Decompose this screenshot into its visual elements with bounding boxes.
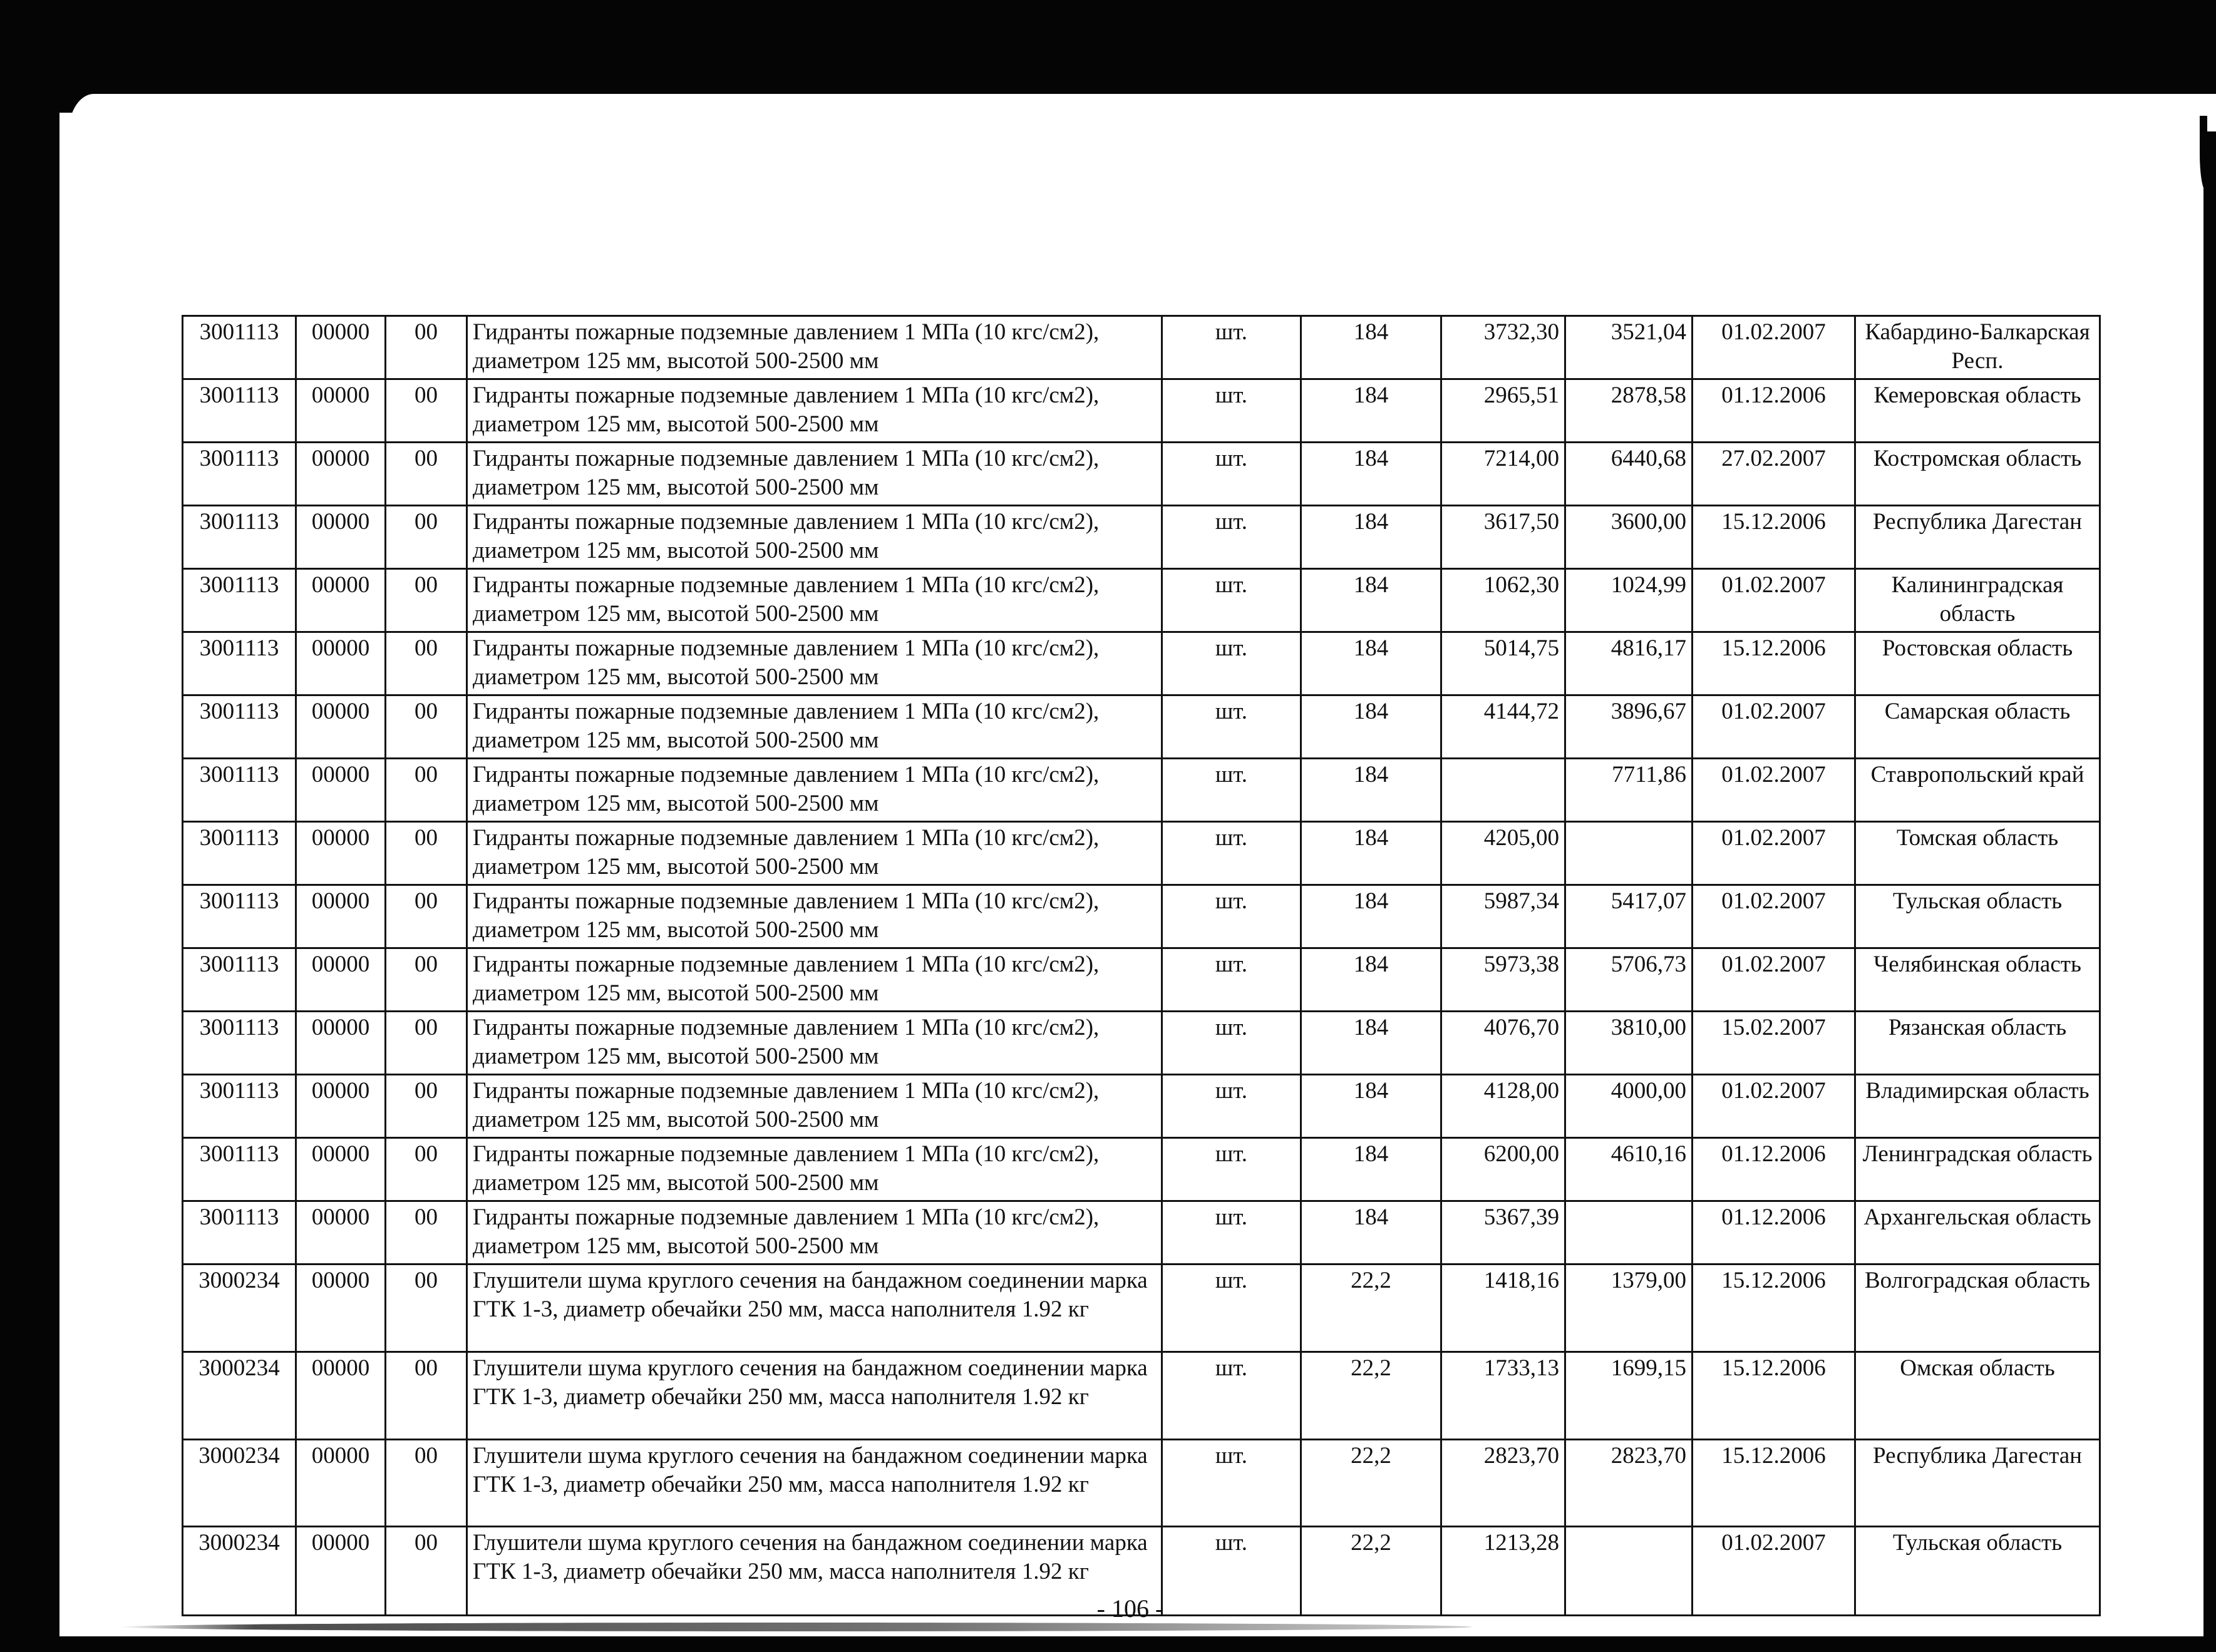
cell-subcode-2: 00 [386,1138,467,1201]
cell-region: Республика Дагестан [1855,506,2100,569]
cell-quantity: 184 [1301,1075,1441,1138]
cell-code: 3001113 [183,1201,296,1265]
cell-subcode: 00000 [296,1075,386,1138]
cell-code: 3001113 [183,632,296,695]
cell-code: 3001113 [183,695,296,759]
cell-subcode: 00000 [296,822,386,885]
cell-quantity: 22,2 [1301,1265,1441,1352]
cell-code: 3001113 [183,822,296,885]
cell-price-2: 2878,58 [1565,379,1693,443]
cell-subcode: 00000 [296,632,386,695]
cell-description: Гидранты пожарные подземные давлением 1 МПа (10 кгс/см2), диаметром 125 мм, высотой 500-2500 мм [467,885,1162,948]
cell-quantity: 184 [1301,759,1441,822]
cell-subcode-2: 00 [386,1201,467,1265]
cell-unit: шт. [1162,822,1301,885]
cell-description: Гидранты пожарные подземные давлением 1 МПа (10 кгс/см2), диаметром 125 мм, высотой 500-2500 мм [467,506,1162,569]
cell-code: 3001113 [183,759,296,822]
cell-subcode: 00000 [296,885,386,948]
page-left-edge [59,125,85,1621]
cell-subcode-2: 00 [386,885,467,948]
cell-subcode: 00000 [296,569,386,632]
cell-unit: шт. [1162,379,1301,443]
cell-description: Глушители шума круглого сечения на бандажном соединении марка ГТК 1-3, диаметр обечайки 250 мм, масса наполнителя 1.92 кг [467,1265,1162,1352]
cell-date: 01.02.2007 [1693,1527,1855,1616]
table-row [183,822,2100,885]
cell-subcode-2: 00 [386,1265,467,1352]
cell-subcode-2: 00 [386,822,467,885]
table-row [183,1012,2100,1075]
cell-price-1: 1418,16 [1441,1265,1565,1352]
table-body [183,316,2100,1616]
cell-description: Гидранты пожарные подземные давлением 1 МПа (10 кгс/см2), диаметром 125 мм, высотой 500-2500 мм [467,569,1162,632]
cell-date: 01.02.2007 [1693,948,1855,1012]
cell-date: 01.02.2007 [1693,1075,1855,1138]
cell-code: 3000234 [183,1265,296,1352]
cell-subcode: 00000 [296,1527,386,1616]
cell-quantity: 184 [1301,506,1441,569]
cell-price-1: 1213,28 [1441,1527,1565,1616]
cell-price-1: 4076,70 [1441,1012,1565,1075]
table-row [183,379,2100,443]
cell-subcode: 00000 [296,948,386,1012]
cell-price-2: 5417,07 [1565,885,1693,948]
cell-quantity: 184 [1301,1201,1441,1265]
cell-description: Гидранты пожарные подземные давлением 1 МПа (10 кгс/см2), диаметром 125 мм, высотой 500-2500 мм [467,316,1162,379]
cell-unit: шт. [1162,1527,1301,1616]
cell-price-1: 4128,00 [1441,1075,1565,1138]
cell-price-1: 3617,50 [1441,506,1565,569]
table-row [183,632,2100,695]
cell-region: Ставропольский край [1855,759,2100,822]
cell-region: Тульская область [1855,1527,2100,1616]
cell-code: 3001113 [183,1075,296,1138]
cell-quantity: 184 [1301,885,1441,948]
cell-unit: шт. [1162,1352,1301,1440]
cell-quantity: 184 [1301,632,1441,695]
cell-price-2: 5706,73 [1565,948,1693,1012]
cell-quantity: 184 [1301,379,1441,443]
table-row [183,1440,2100,1527]
cell-description: Глушители шума круглого сечения на бандажном соединении марка ГТК 1-3, диаметр обечайки 250 мм, масса наполнителя 1.92 кг [467,1527,1162,1616]
cell-date: 01.12.2006 [1693,1138,1855,1201]
cell-region: Калининградская область [1855,569,2100,632]
scan-shadow-bottom [0,1636,2216,1652]
cell-description: Гидранты пожарные подземные давлением 1 МПа (10 кгс/см2), диаметром 125 мм, высотой 500-2500 мм [467,1138,1162,1201]
cell-subcode: 00000 [296,1012,386,1075]
cell-region: Томская область [1855,822,2100,885]
cell-code: 3001113 [183,316,296,379]
cell-price-1: 4205,00 [1441,822,1565,885]
cell-price-1: 3732,30 [1441,316,1565,379]
page-number: - 106 - [1096,1594,1164,1623]
cell-region: Архангельская область [1855,1201,2100,1265]
cell-subcode-2: 00 [386,1075,467,1138]
cell-code: 3001113 [183,443,296,506]
cell-price-1: 6200,00 [1441,1138,1565,1201]
cell-description: Гидранты пожарные подземные давлением 1 МПа (10 кгс/см2), диаметром 125 мм, высотой 500-2500 мм [467,443,1162,506]
table-row [183,316,2100,379]
cell-subcode-2: 00 [386,759,467,822]
cell-price-2: 6440,68 [1565,443,1693,506]
table-row [183,1201,2100,1265]
cell-region: Владимирская область [1855,1075,2100,1138]
cell-code: 3001113 [183,1012,296,1075]
cell-unit: шт. [1162,1075,1301,1138]
cell-subcode: 00000 [296,1201,386,1265]
cell-date: 27.02.2007 [1693,443,1855,506]
cell-subcode: 00000 [296,695,386,759]
table-row [183,1265,2100,1352]
table-row [183,1138,2100,1201]
cell-region: Волгоградская область [1855,1265,2100,1352]
cell-description: Гидранты пожарные подземные давлением 1 МПа (10 кгс/см2), диаметром 125 мм, высотой 500-2500 мм [467,1012,1162,1075]
cell-quantity: 22,2 [1301,1352,1441,1440]
cell-price-2: 1379,00 [1565,1265,1693,1352]
cell-subcode: 00000 [296,1440,386,1527]
cell-price-2: 3896,67 [1565,695,1693,759]
cell-price-1 [1441,759,1565,822]
cell-code: 3001113 [183,569,296,632]
cell-code: 3001113 [183,885,296,948]
cell-price-1: 5987,34 [1441,885,1565,948]
cell-price-1: 5973,38 [1441,948,1565,1012]
cell-price-2: 4816,17 [1565,632,1693,695]
scan-smudge [119,1623,1471,1631]
table-row [183,695,2100,759]
cell-price-2: 3521,04 [1565,316,1693,379]
table-row [183,759,2100,822]
cell-code: 3001113 [183,379,296,443]
page-top-edge [69,94,2216,131]
cell-unit: шт. [1162,948,1301,1012]
cell-region: Омская область [1855,1352,2100,1440]
cell-price-2: 1699,15 [1565,1352,1693,1440]
cell-unit: шт. [1162,316,1301,379]
cell-unit: шт. [1162,632,1301,695]
cell-description: Гидранты пожарные подземные давлением 1 МПа (10 кгс/см2), диаметром 125 мм, высотой 500-2500 мм [467,822,1162,885]
cell-region: Костромская область [1855,443,2100,506]
cell-quantity: 184 [1301,569,1441,632]
cell-price-1: 2823,70 [1441,1440,1565,1527]
page-right-curl [2200,116,2207,191]
cell-date: 01.02.2007 [1693,822,1855,885]
cell-subcode: 00000 [296,1265,386,1352]
table-row [183,948,2100,1012]
cell-date: 15.12.2006 [1693,506,1855,569]
cell-region: Рязанская область [1855,1012,2100,1075]
cell-description: Глушители шума круглого сечения на бандажном соединении марка ГТК 1-3, диаметр обечайки 250 мм, масса наполнителя 1.92 кг [467,1440,1162,1527]
table-row [183,885,2100,948]
scan-shadow-right [2203,106,2216,1652]
cell-price-1: 1733,13 [1441,1352,1565,1440]
cell-description: Гидранты пожарные подземные давлением 1 МПа (10 кгс/см2), диаметром 125 мм, высотой 500-2500 мм [467,695,1162,759]
cell-date: 15.02.2007 [1693,1012,1855,1075]
cell-subcode: 00000 [296,443,386,506]
cell-subcode: 00000 [296,316,386,379]
cell-subcode-2: 00 [386,1440,467,1527]
cell-subcode: 00000 [296,1138,386,1201]
cell-unit: шт. [1162,1201,1301,1265]
cell-price-2: 3600,00 [1565,506,1693,569]
cell-price-2: 3810,00 [1565,1012,1693,1075]
cell-unit: шт. [1162,1012,1301,1075]
cell-subcode-2: 00 [386,1352,467,1440]
cell-date: 01.12.2006 [1693,379,1855,443]
cell-unit: шт. [1162,506,1301,569]
cell-price-2: 1024,99 [1565,569,1693,632]
cell-price-2 [1565,1201,1693,1265]
table-row [183,1352,2100,1440]
cell-code: 3000234 [183,1527,296,1616]
cell-description: Гидранты пожарные подземные давлением 1 МПа (10 кгс/см2), диаметром 125 мм, высотой 500-2500 мм [467,1075,1162,1138]
cell-price-1: 4144,72 [1441,695,1565,759]
cell-quantity: 184 [1301,695,1441,759]
cell-date: 01.02.2007 [1693,759,1855,822]
cell-unit: шт. [1162,1265,1301,1352]
cell-quantity: 184 [1301,316,1441,379]
cell-code: 3001113 [183,506,296,569]
cell-subcode-2: 00 [386,948,467,1012]
cell-subcode-2: 00 [386,379,467,443]
cell-code: 3000234 [183,1440,296,1527]
table-row [183,443,2100,506]
cell-description: Гидранты пожарные подземные давлением 1 МПа (10 кгс/см2), диаметром 125 мм, высотой 500-2500 мм [467,948,1162,1012]
cell-subcode-2: 00 [386,695,467,759]
cell-quantity: 184 [1301,1138,1441,1201]
cell-price-2 [1565,822,1693,885]
cell-subcode: 00000 [296,379,386,443]
cell-price-1: 7214,00 [1441,443,1565,506]
cell-date: 15.12.2006 [1693,1440,1855,1527]
cell-quantity: 184 [1301,1012,1441,1075]
cell-description: Гидранты пожарные подземные давлением 1 МПа (10 кгс/см2), диаметром 125 мм, высотой 500-2500 мм [467,759,1162,822]
cell-price-2: 2823,70 [1565,1440,1693,1527]
cell-description: Гидранты пожарные подземные давлением 1 МПа (10 кгс/см2), диаметром 125 мм, высотой 500-2500 мм [467,632,1162,695]
cell-price-2 [1565,1527,1693,1616]
cell-price-1: 5014,75 [1441,632,1565,695]
cell-subcode-2: 00 [386,443,467,506]
cell-price-1: 5367,39 [1441,1201,1565,1265]
cell-subcode-2: 00 [386,1012,467,1075]
cell-region: Кемеровская область [1855,379,2100,443]
table-row [183,1075,2100,1138]
cell-date: 01.02.2007 [1693,885,1855,948]
cell-subcode-2: 00 [386,316,467,379]
cell-quantity: 184 [1301,443,1441,506]
table-row [183,506,2100,569]
cell-price-1: 2965,51 [1441,379,1565,443]
cell-date: 15.12.2006 [1693,632,1855,695]
cell-subcode-2: 00 [386,569,467,632]
cell-unit: шт. [1162,695,1301,759]
cell-quantity: 22,2 [1301,1527,1441,1616]
cell-price-1: 1062,30 [1441,569,1565,632]
cell-date: 01.02.2007 [1693,695,1855,759]
cell-region: Республика Дагестан [1855,1440,2100,1527]
cell-date: 01.02.2007 [1693,569,1855,632]
cell-region: Челябинская область [1855,948,2100,1012]
cell-code: 3000234 [183,1352,296,1440]
table-row [183,569,2100,632]
cell-code: 3001113 [183,948,296,1012]
cell-subcode-2: 00 [386,1527,467,1616]
cell-description: Гидранты пожарные подземные давлением 1 МПа (10 кгс/см2), диаметром 125 мм, высотой 500-2500 мм [467,379,1162,443]
cell-unit: шт. [1162,443,1301,506]
cell-region: Кабардино-Балкарская Респ. [1855,316,2100,379]
cell-region: Ростовская область [1855,632,2100,695]
cell-quantity: 22,2 [1301,1440,1441,1527]
cell-unit: шт. [1162,569,1301,632]
cell-description: Гидранты пожарные подземные давлением 1 МПа (10 кгс/см2), диаметром 125 мм, высотой 500-2500 мм [467,1201,1162,1265]
cell-subcode-2: 00 [386,506,467,569]
cell-subcode: 00000 [296,759,386,822]
cell-date: 15.12.2006 [1693,1352,1855,1440]
cell-subcode: 00000 [296,1352,386,1440]
cell-quantity: 184 [1301,822,1441,885]
cell-region: Тульская область [1855,885,2100,948]
cell-price-2: 7711,86 [1565,759,1693,822]
cell-price-2: 4000,00 [1565,1075,1693,1138]
cell-date: 01.12.2006 [1693,1201,1855,1265]
cell-description: Глушители шума круглого сечения на бандажном соединении марка ГТК 1-3, диаметр обечайки 250 мм, масса наполнителя 1.92 кг [467,1352,1162,1440]
cell-code: 3001113 [183,1138,296,1201]
cell-unit: шт. [1162,759,1301,822]
cell-price-2: 4610,16 [1565,1138,1693,1201]
cell-subcode: 00000 [296,506,386,569]
cell-date: 15.12.2006 [1693,1265,1855,1352]
cell-date: 01.02.2007 [1693,316,1855,379]
cell-quantity: 184 [1301,948,1441,1012]
cell-region: Ленинградская область [1855,1138,2100,1201]
scan-shadow-left [0,94,59,1652]
cell-region: Самарская область [1855,695,2100,759]
cell-subcode-2: 00 [386,632,467,695]
price-table [182,315,2101,1616]
cell-unit: шт. [1162,1440,1301,1527]
cell-unit: шт. [1162,885,1301,948]
cell-unit: шт. [1162,1138,1301,1201]
